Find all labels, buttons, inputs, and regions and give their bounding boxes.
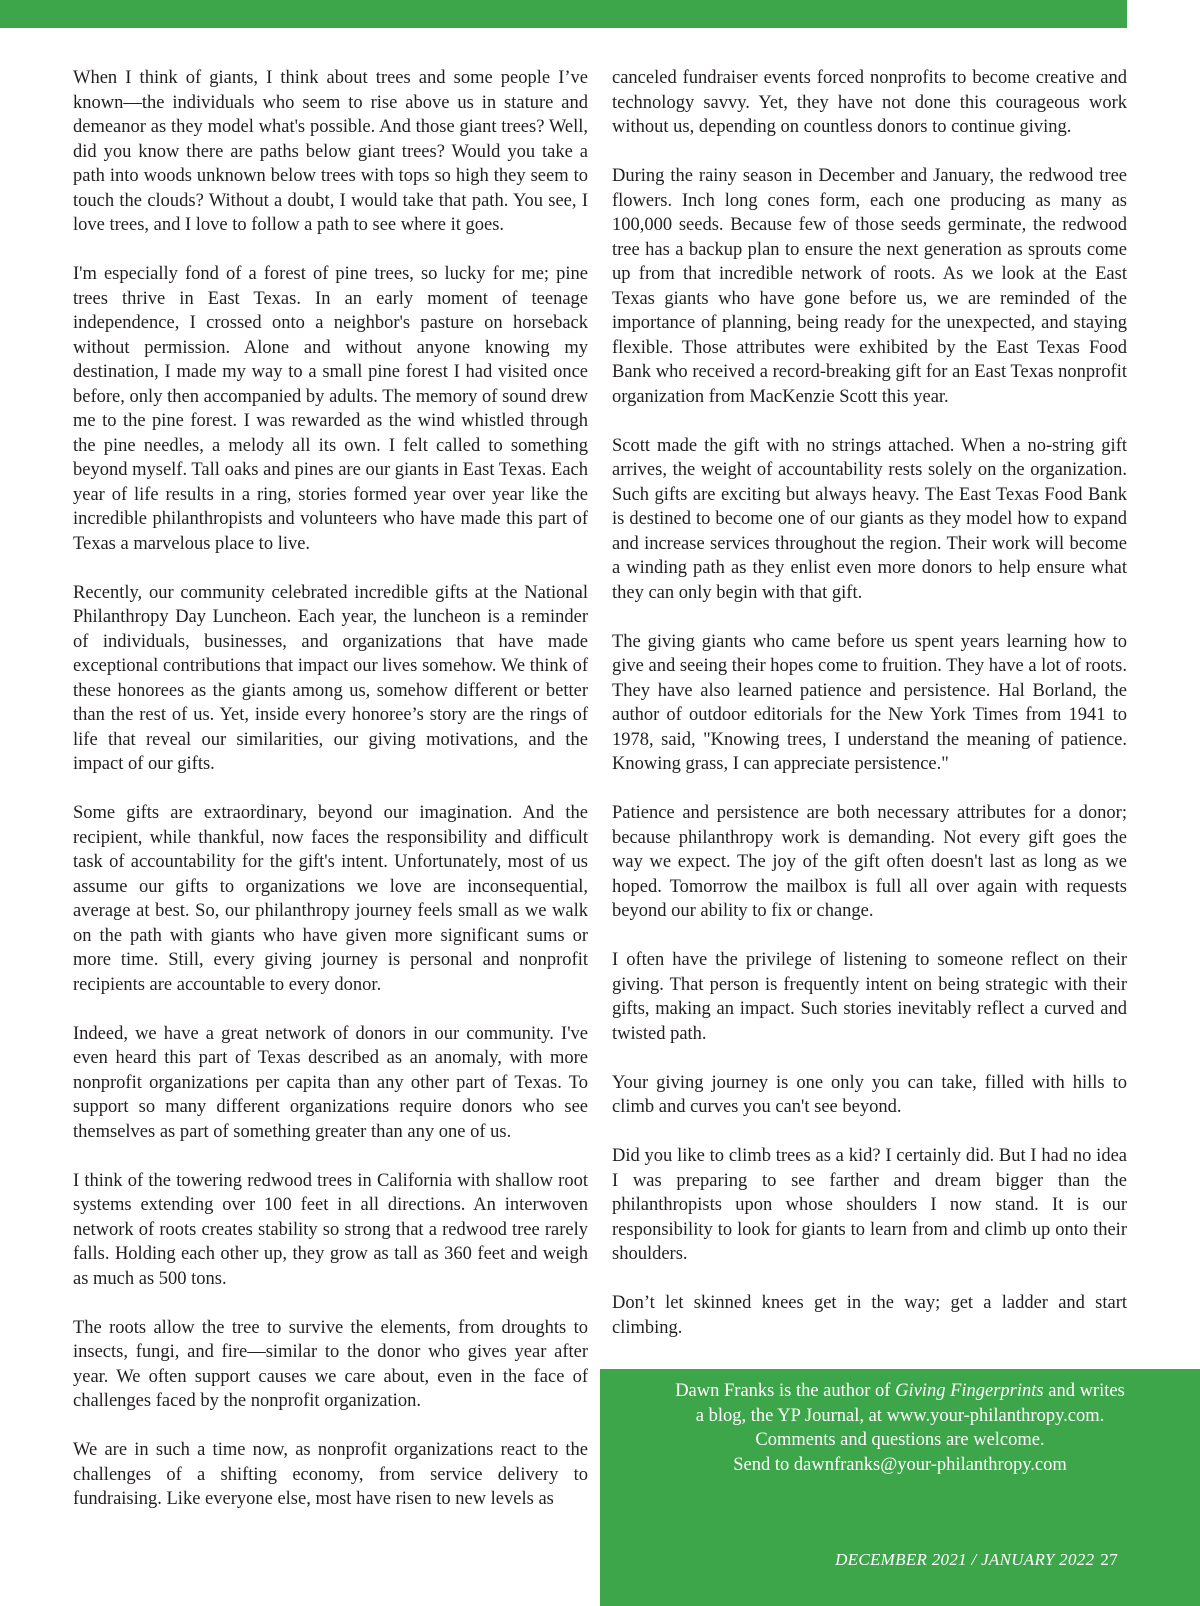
page-footer xyxy=(835,1550,1118,1570)
bio-line xyxy=(628,1379,1172,1404)
bio-line: Comments and questions are welcome. xyxy=(755,1430,1045,1450)
author-bio-band xyxy=(600,1369,1200,1606)
paragraph: I often have the privilege of listening to someone reflect on their giving. That person is frequently intent on being strategic with their gifts, making an impact. Such stories inevitably reflect a curved and twisted path. xyxy=(612,950,1127,1044)
paragraph: Did you like to climb trees as a kid? I certainly did. But I had no idea I was preparing to see farther and dream bigger than the philanthropists upon whose shoulders I now stand. It is our responsibility to look for giants to learn from and climb up onto their shoulders. xyxy=(612,1146,1127,1264)
paragraph: I'm especially fond of a forest of pine trees, so lucky for me; pine trees thrive in East Texas. In an early moment of teenage independence, I crossed onto a neighbor's pasture on horseback without permission. Alone and without anyone knowing my destination, I made my way to a small pine forest I had visited once before, only then accompanied by adults. The memory of sound drew me to the pine forest. I was rewarded as the wind whistled through the pine needles, a melody all its own. I felt called to something beyond myself. Tall oaks and pines are our giants in East Texas. Each year of life results in a ring, stories formed year over year like the incredible philanthropists and volunteers who have made this part of Texas a marvelous place to live. xyxy=(73,264,588,554)
bio-suffix: and writes xyxy=(1043,1381,1125,1401)
paragraph: We are in such a time now, as nonprofit organizations react to the challenges of a shifting economy, from service delivery to fundraising. Like everyone else, most have risen to new levels as xyxy=(73,1440,588,1509)
paragraph: Patience and persistence are both necessary attributes for a donor; because philanthropy work is demanding. Not every gift goes the way we expect. The joy of the gift often doesn't last as long as we hoped. Tomorrow the mailbox is full all over again with requests beyond our ability to fix or change. xyxy=(612,803,1127,921)
book-title: Giving Fingerprints xyxy=(895,1381,1044,1401)
author-bio xyxy=(628,1379,1172,1477)
paragraph: Indeed, we have a great network of donors in our community. I've even heard this part of Texas described as an anomaly, with more nonprofit organizations per capita than any other part of Texas. To support so many different organizations require donors who see themselves as part of something greater than any one of us. xyxy=(73,1023,588,1142)
issue-date: DECEMBER 2021 / JANUARY 2022 xyxy=(835,1550,1095,1569)
paragraph: Some gifts are extraordinary, beyond our imagination. And the recipient, while thankful, now faces the responsibility and difficult task of accountability for the gift's intent. Unfortunately, most of us assume our gifts to organizations we love are inconsequential, average at best. So, our philanthropy journey feels small as we walk on the path with giants who have given more significant sums or more time. Still, every giving journey is personal and nonprofit recipients are accountable to every donor. xyxy=(73,803,588,995)
page-number: 27 xyxy=(1100,1550,1118,1569)
paragraph: Don’t let skinned knees get in the way; get a ladder and start climbing. xyxy=(612,1293,1127,1338)
paragraph: The roots allow the tree to survive the elements, from droughts to insects, fungi, and fire—similar to the donor who gives year after year. We often support causes we care about, even in the face of challenges faced by the nonprofit organization. xyxy=(73,1317,588,1411)
bio-prefix: Dawn Franks is the author of xyxy=(675,1381,896,1401)
paragraph: I think of the towering redwood trees in California with shallow root systems extending over 100 feet in all directions. An interwoven network of roots creates stability so strong that a redwood tree rarely falls. Holding each other up, they grow as tall as 360 feet and weigh as much as 500 tons. xyxy=(73,1170,588,1289)
top-accent-bar xyxy=(0,0,1127,28)
paragraph: The giving giants who came before us spent years learning how to give and seeing their hopes come to fruition. They have a lot of roots. They have also learned patience and persistence. Hal Borland, the author of outdoor editorials for the New York Times from 1941 to 1978, said, "Knowing trees, I understand the meaning of patience. Knowing grass, I can appreciate persistence." xyxy=(612,631,1127,774)
right-column xyxy=(612,66,1127,1365)
paragraph: Your giving journey is one only you can take, filled with hills to climb and curves you can't see beyond. xyxy=(612,1072,1127,1117)
bio-line: a blog, the YP Journal, at www.your-philanthropy.com. xyxy=(695,1405,1105,1426)
paragraph: Recently, our community celebrated incredible gifts at the National Philanthropy Day Luncheon. Each year, the luncheon is a reminder of individuals, businesses, and organizations that have made exceptional contributions that impact our lives somehow. We think of these honorees as the giants among us, somehow different or better than the rest of us. Yet, inside every honoree’s story are the rings of life that reveal our similarities, our giving motivations, and the impact of our gifts. xyxy=(73,582,588,774)
paragraph: Scott made the gift with no strings attached. When a no-string gift arrives, the weight of accountability rests solely on the organization. Such gifts are exciting but always heavy. The East Texas Food Bank is destined to become one of our giants as they model how to expand and increase services throughout the region. Their work will become a winding path as they enlist even more donors to help ensure what they can only begin with that gift. xyxy=(612,435,1127,603)
left-column xyxy=(73,66,588,1536)
paragraph: During the rainy season in December and January, the redwood tree flowers. Inch long cones form, each one producing as many as 100,000 seeds. Because few of those seeds germinate, the redwood tree has a backup plan to ensure the next generation as sprouts come up from that incredible network of roots. As we look at the East Texas giants who have gone before us, we are reminded of the importance of planning, being ready for the unexpected, and staying flexible. Those attributes were exhibited by the East Texas Food Bank who received a record-breaking gift for an East Texas nonprofit organization from MacKenzie Scott this year. xyxy=(612,166,1127,407)
bio-line: Send to dawnfranks@your-philanthropy.com xyxy=(733,1454,1067,1475)
paragraph: canceled fundraiser events forced nonprofits to become creative and technology savvy. Yet, they have not done this courageous work without us, depending on countless donors to continue giving. xyxy=(612,68,1127,137)
paragraph: When I think of giants, I think about trees and some people I’ve known—the individuals who seem to rise above us in stature and demeanor as they model what's possible. And those giant trees? Well, did you know there are paths below giant trees? Would you take a path into woods unknown below trees with tops so high they seem to touch the clouds? Without a doubt, I would take that path. You see, I love trees, and I love to follow a path to see where it goes. xyxy=(73,68,588,235)
